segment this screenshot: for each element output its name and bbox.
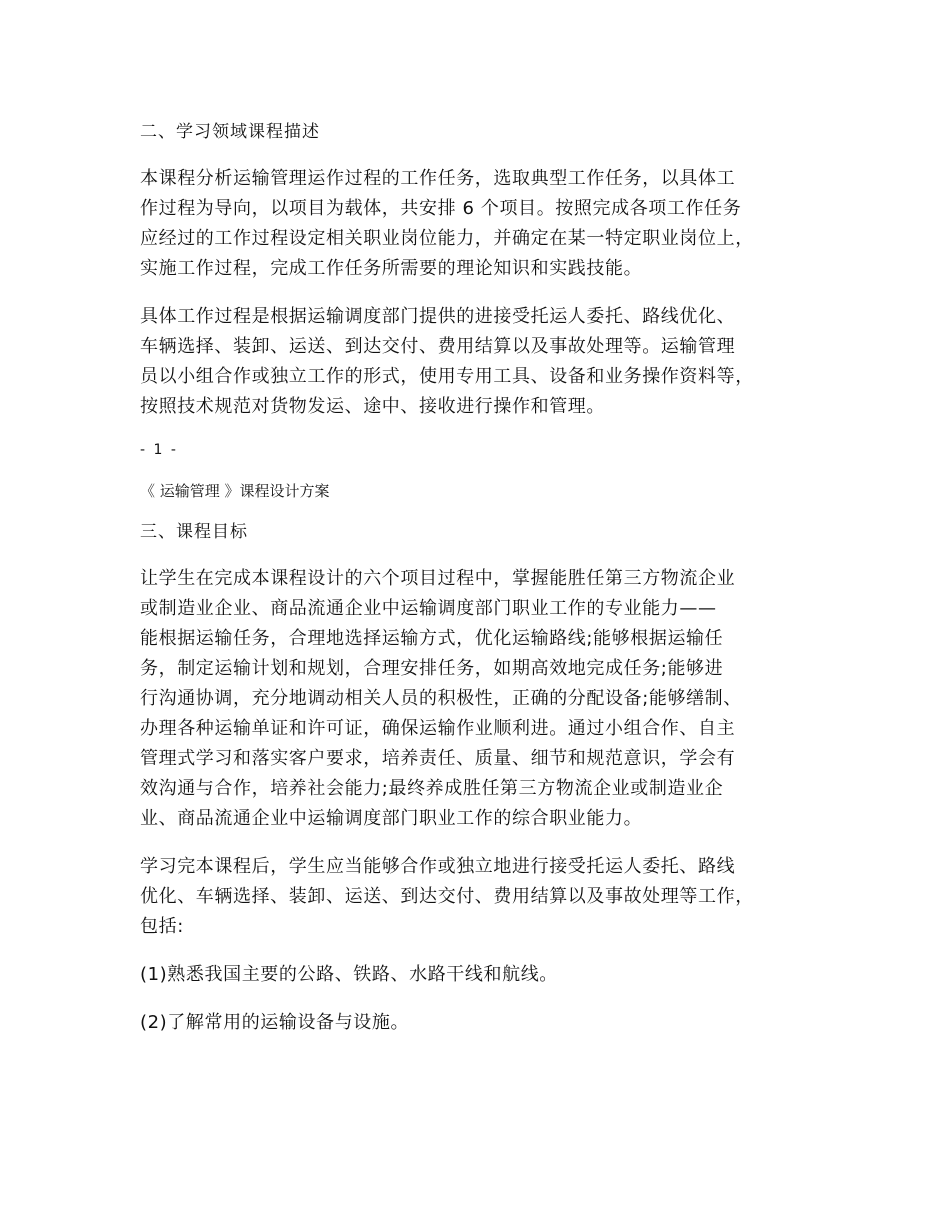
text-line: 应经过的工作过程设定相关职业岗位能力，并确定在某一特定职业岗位上， bbox=[140, 228, 754, 249]
section-heading-course-description: 二、学习领域课程描述 bbox=[140, 122, 320, 142]
text-line: 效沟通与合作，培养社会能力;最终养成胜任第三方物流企业或制造业企 bbox=[140, 778, 724, 799]
text-line: 办理各种运输单证和许可证，确保运输作业顺利进。通过小组合作、自主 bbox=[140, 718, 736, 739]
paragraph-learning-outcomes bbox=[140, 852, 840, 942]
text-line: 本课程分析运输管理运作过程的工作任务，选取典型工作任务，以具体工 bbox=[140, 168, 736, 189]
paragraph-course-overview bbox=[140, 164, 840, 284]
text-line: 能根据运输任务，合理地选择运输方式，优化运输路线;能够根据运输任 bbox=[140, 628, 724, 649]
section-heading-course-goals: 三、课程目标 bbox=[140, 522, 248, 542]
running-header: 《 运输管理 》课程设计方案 bbox=[140, 482, 330, 500]
list-item: (2)了解常用的运输设备与设施。 bbox=[140, 1012, 410, 1033]
text-line: 包括: bbox=[140, 916, 184, 937]
text-line: 优化、车辆选择、装卸、运送、到达交付、费用结算以及事故处理等工作， bbox=[140, 886, 754, 907]
text-line: 实施工作过程，完成工作任务所需要的理论知识和实践技能。 bbox=[140, 258, 643, 279]
page-number: - 1 - bbox=[140, 442, 178, 458]
paragraph-course-goals bbox=[140, 564, 840, 834]
text-line: 或制造业企业、商品流通企业中运输调度部门职业工作的专业能力—— bbox=[140, 598, 717, 619]
text-line: 学习完本课程后，学生应当能够合作或独立地进行接受托运人委托、路线 bbox=[140, 856, 736, 877]
text-line: 业、商品流通企业中运输调度部门职业工作的综合职业能力。 bbox=[140, 808, 643, 829]
text-line: 作过程为导向，以项目为载体，共安排 6 个项目。按照完成各项工作任务 bbox=[140, 198, 742, 219]
paragraph-work-process bbox=[140, 302, 840, 422]
text-line: 行沟通协调，充分地调动相关人员的积极性，正确的分配设备;能够缮制、 bbox=[140, 688, 742, 709]
text-line: 让学生在完成本课程设计的六个项目过程中，掌握能胜任第三方物流企业 bbox=[140, 568, 736, 589]
text-line: 管理式学习和落实客户要求，培养责任、质量、细节和规范意识，学会有 bbox=[140, 748, 736, 769]
document-page bbox=[140, 118, 840, 1056]
text-line: 车辆选择、装卸、运送、到达交付、费用结算以及事故处理等。运输管理 bbox=[140, 336, 736, 357]
text-line: 按照技术规范对货物发运、途中、接收进行操作和管理。 bbox=[140, 396, 605, 417]
text-line: 员以小组合作或独立工作的形式，使用专用工具、设备和业务操作资料等， bbox=[140, 366, 754, 387]
text-line: 具体工作过程是根据运输调度部门提供的进接受托运人委托、路线优化、 bbox=[140, 306, 736, 327]
text-line: 务，制定运输计划和规划，合理安排任务，如期高效地完成任务;能够进 bbox=[140, 658, 724, 679]
list-item: (1)熟悉我国主要的公路、铁路、水路干线和航线。 bbox=[140, 964, 558, 985]
